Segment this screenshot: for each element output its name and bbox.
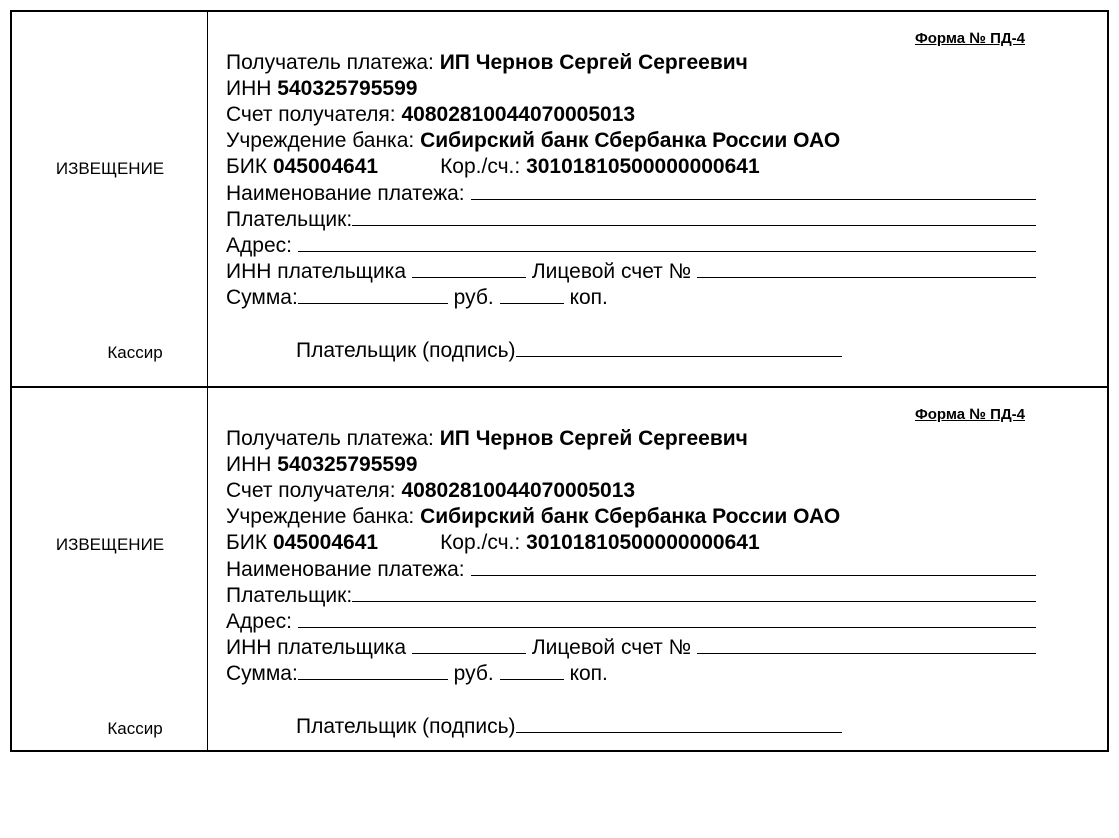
payment-details xyxy=(226,50,1036,310)
cashier-label: Кассир xyxy=(107,343,163,362)
inn-label: ИНН xyxy=(226,77,272,100)
sum-label: Сумма: xyxy=(226,286,298,309)
payment-name-field[interactable] xyxy=(471,556,1036,576)
bank-value: Сибирский банк Сбербанка России ОАО xyxy=(420,505,841,528)
notice-section-2 xyxy=(12,388,1107,750)
bik-label: БИК xyxy=(226,531,268,554)
inn-label: ИНН xyxy=(226,453,272,476)
payer-label: Плательщик: xyxy=(226,584,353,607)
payment-name-line xyxy=(226,556,1036,582)
address-field[interactable] xyxy=(298,232,1036,252)
kop-label: коп. xyxy=(569,662,608,685)
signature-label: Плательщик (подпись) xyxy=(296,339,516,362)
payer-inn-line xyxy=(226,634,1036,660)
address-label: Адрес: xyxy=(226,610,292,633)
address-field[interactable] xyxy=(298,608,1036,628)
inn-line xyxy=(226,452,1036,478)
payment-details xyxy=(226,426,1036,686)
payment-form xyxy=(10,10,1109,752)
bik-label: БИК xyxy=(226,155,268,178)
sum-rub-field[interactable] xyxy=(298,284,448,304)
inn-value: 540325795599 xyxy=(277,77,418,100)
bank-line xyxy=(226,128,1036,154)
bik-line xyxy=(226,154,1036,180)
sum-kop-field[interactable] xyxy=(500,284,564,304)
payer-line xyxy=(226,206,1036,232)
bank-label: Учреждение банка: xyxy=(226,129,415,152)
recipient-value: ИП Чернов Сергей Сергеевич xyxy=(439,51,748,74)
notice-section-1 xyxy=(12,12,1107,388)
account-line xyxy=(226,478,1036,504)
bik-value: 045004641 xyxy=(272,531,379,554)
personal-account-label: Лицевой счет № xyxy=(531,260,692,283)
sum-kop-field[interactable] xyxy=(500,660,564,680)
payer-inn-label: ИНН плательщика xyxy=(226,260,406,283)
corr-label: Кор./сч.: xyxy=(440,531,521,554)
notice-label: ИЗВЕЩЕНИЕ xyxy=(55,159,165,178)
sum-rub-field[interactable] xyxy=(298,660,448,680)
bik-line xyxy=(226,530,1036,556)
payer-inn-line xyxy=(226,258,1036,284)
personal-account-field[interactable] xyxy=(697,258,1036,278)
bank-value: Сибирский банк Сбербанка России ОАО xyxy=(420,129,841,152)
sum-line xyxy=(226,284,1036,310)
address-label: Адрес: xyxy=(226,234,292,257)
payer-inn-field[interactable] xyxy=(412,634,526,654)
recipient-label: Получатель платежа: xyxy=(226,51,434,74)
payment-name-label: Наименование платежа: xyxy=(226,182,465,205)
signature-label: Плательщик (подпись) xyxy=(296,715,516,738)
payment-name-line xyxy=(226,180,1036,206)
payer-label: Плательщик: xyxy=(226,208,353,231)
signature-line xyxy=(296,337,842,363)
payer-line xyxy=(226,582,1036,608)
cashier-label: Кассир xyxy=(107,719,163,738)
personal-account-field[interactable] xyxy=(697,634,1036,654)
account-value: 40802810044070005013 xyxy=(401,479,636,502)
inn-value: 540325795599 xyxy=(277,453,418,476)
account-value: 40802810044070005013 xyxy=(401,103,636,126)
bik-value: 045004641 xyxy=(272,155,379,178)
kop-label: коп. xyxy=(569,286,608,309)
payer-field[interactable] xyxy=(352,206,1036,226)
notice-label: ИЗВЕЩЕНИЕ xyxy=(55,535,165,554)
recipient-value: ИП Чернов Сергей Сергеевич xyxy=(439,427,748,450)
account-label: Счет получателя: xyxy=(226,479,396,502)
payer-inn-label: ИНН плательщика xyxy=(226,636,406,659)
form-number: Форма № ПД-4 xyxy=(914,30,1025,47)
payer-field[interactable] xyxy=(352,582,1036,602)
inn-line xyxy=(226,76,1036,102)
recipient-line xyxy=(226,426,1036,452)
personal-account-label: Лицевой счет № xyxy=(531,636,692,659)
right-column xyxy=(208,388,1107,750)
bank-label: Учреждение банка: xyxy=(226,505,415,528)
right-column xyxy=(208,12,1107,386)
corr-value: 30101810500000000641 xyxy=(526,531,760,554)
rub-label: руб. xyxy=(453,286,494,309)
payer-inn-field[interactable] xyxy=(412,258,526,278)
rub-label: руб. xyxy=(453,662,494,685)
form-number: Форма № ПД-4 xyxy=(914,406,1025,423)
signature-field[interactable] xyxy=(516,337,842,357)
account-label: Счет получателя: xyxy=(226,103,396,126)
address-line xyxy=(226,608,1036,634)
payment-name-field[interactable] xyxy=(471,180,1036,200)
signature-line xyxy=(296,713,842,739)
payment-name-label: Наименование платежа: xyxy=(226,558,465,581)
left-column xyxy=(12,388,208,750)
corr-label: Кор./сч.: xyxy=(440,155,521,178)
account-line xyxy=(226,102,1036,128)
left-column xyxy=(12,12,208,386)
recipient-line xyxy=(226,50,1036,76)
corr-value: 30101810500000000641 xyxy=(526,155,760,178)
recipient-label: Получатель платежа: xyxy=(226,427,434,450)
sum-label: Сумма: xyxy=(226,662,298,685)
address-line xyxy=(226,232,1036,258)
signature-field[interactable] xyxy=(516,713,842,733)
sum-line xyxy=(226,660,1036,686)
bank-line xyxy=(226,504,1036,530)
